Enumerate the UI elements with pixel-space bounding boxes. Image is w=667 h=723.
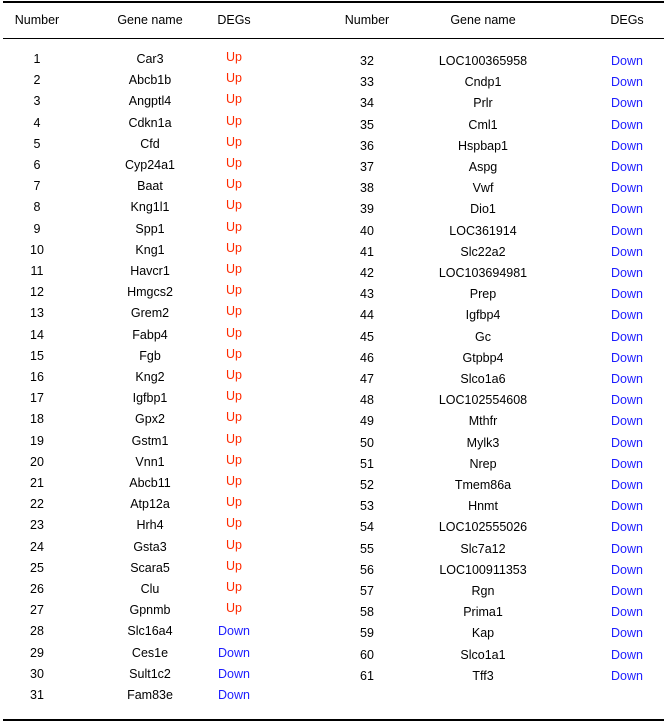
row-number: 5 — [33, 136, 41, 151]
gene-name: Kng1 — [135, 242, 165, 257]
gene-name: LOC100911353 — [439, 562, 527, 577]
table-top-rule — [3, 1, 664, 3]
gene-name: Hspbap1 — [457, 138, 509, 153]
row-number: 26 — [30, 582, 44, 596]
deg-status: Up — [226, 177, 242, 192]
deg-status: Down — [611, 329, 643, 344]
gene-name: LOC100365958 — [438, 54, 528, 68]
gene-name: Slco1a6 — [460, 372, 506, 386]
gene-name: Spp1 — [135, 221, 165, 236]
header-gene-right: Gene name — [450, 13, 516, 27]
gene-name: Fgb — [139, 348, 161, 363]
deg-status: Up — [226, 71, 242, 86]
deg-status: Down — [218, 624, 250, 639]
row-number: 39 — [360, 202, 374, 217]
row-number: 16 — [30, 370, 44, 384]
row-number: 17 — [30, 391, 44, 406]
gene-name: Rgn — [471, 584, 495, 598]
row-number: 44 — [360, 308, 374, 323]
deg-status: Up — [226, 601, 242, 616]
table-bottom-rule — [3, 719, 664, 721]
header-degs-right: DEGs — [610, 13, 644, 27]
deg-status: Down — [611, 520, 643, 535]
gene-name: LOC361914 — [449, 223, 517, 238]
row-number: 31 — [30, 688, 44, 702]
deg-status: Down — [611, 96, 643, 111]
gene-name: Slco1a1 — [460, 647, 506, 662]
deg-status: Up — [226, 325, 242, 340]
deg-status: Up — [226, 431, 242, 446]
row-number: 35 — [360, 117, 374, 132]
deg-status: Up — [226, 474, 242, 488]
row-number: 4 — [33, 115, 41, 130]
row-number: 12 — [30, 285, 44, 300]
deg-status: Up — [226, 219, 242, 234]
row-number: 46 — [360, 350, 374, 365]
deg-status: Down — [611, 626, 643, 641]
row-number: 8 — [33, 200, 41, 215]
deg-status: Down — [611, 160, 643, 174]
deg-status: Up — [226, 516, 242, 531]
gene-name: Car3 — [136, 52, 164, 66]
row-number: 52 — [360, 478, 374, 492]
row-number: 19 — [30, 433, 44, 448]
deg-status: Down — [611, 244, 643, 259]
deg-status: Down — [611, 478, 643, 492]
gene-name: Abcb11 — [129, 476, 171, 490]
gene-name: Cndp1 — [464, 75, 502, 90]
deg-status: Down — [611, 117, 643, 132]
gene-name: Hrh4 — [136, 518, 164, 533]
row-number: 27 — [30, 603, 44, 618]
gene-name: Fabp4 — [132, 327, 168, 342]
deg-status: Down — [611, 202, 643, 217]
gene-name: Clu — [140, 582, 160, 596]
gene-name: Havcr1 — [130, 264, 170, 278]
row-number: 48 — [360, 393, 374, 408]
gene-name: Fam83e — [127, 688, 173, 702]
gene-name: Nrep — [469, 456, 497, 471]
deg-status: Up — [226, 283, 242, 298]
gene-name: Gstm1 — [131, 433, 169, 448]
header-number-left: Number — [14, 13, 60, 27]
deg-status: Down — [611, 287, 643, 302]
row-number: 2 — [33, 73, 41, 88]
gene-name: Grem2 — [130, 306, 170, 321]
row-number: 6 — [33, 158, 41, 172]
gene-name: Tmem86a — [454, 478, 512, 492]
row-number: 60 — [360, 647, 374, 662]
gene-name: Igfbp1 — [132, 391, 168, 406]
row-number: 45 — [360, 329, 374, 344]
gene-name: Tff3 — [472, 668, 494, 683]
deg-status: Down — [611, 266, 643, 280]
row-number: 11 — [30, 264, 44, 278]
deg-status: Down — [218, 666, 250, 681]
row-number: 51 — [360, 456, 374, 471]
deg-status: Up — [226, 50, 242, 64]
deg-status: Down — [611, 541, 643, 556]
gene-name: Sult1c2 — [129, 666, 171, 681]
row-number: 30 — [30, 666, 44, 681]
gene-name: Vnn1 — [135, 454, 165, 469]
gene-name: Hmgcs2 — [127, 285, 173, 300]
row-number: 50 — [360, 435, 374, 450]
deg-status: Up — [226, 558, 242, 573]
gene-name: Slc16a4 — [127, 624, 173, 639]
gene-name: Cdkn1a — [128, 115, 172, 130]
row-number: 21 — [30, 476, 44, 490]
deg-status: Down — [611, 456, 643, 471]
deg-status: Down — [611, 584, 643, 598]
row-number: 47 — [360, 372, 374, 386]
deg-status: Down — [611, 668, 643, 683]
gene-name: Gc — [475, 329, 491, 344]
gene-name: Prep — [469, 287, 497, 302]
row-number: 24 — [30, 539, 44, 554]
gene-name: Kap — [471, 626, 495, 641]
row-number: 23 — [30, 518, 44, 533]
row-number: 43 — [360, 287, 374, 302]
deg-status: Down — [611, 647, 643, 662]
row-number: 57 — [360, 584, 374, 598]
header-degs-left: DEGs — [217, 13, 251, 27]
gene-name: Baat — [137, 179, 163, 194]
row-number: 20 — [30, 454, 44, 469]
deg-status: Up — [226, 240, 242, 255]
gene-name: Igfbp4 — [465, 308, 501, 323]
deg-status: Up — [226, 134, 242, 149]
gene-name: Angptl4 — [128, 94, 172, 109]
deg-status: Up — [226, 156, 242, 170]
row-number: 14 — [30, 327, 44, 342]
row-number: 28 — [30, 624, 44, 639]
gene-name: Aspg — [468, 160, 498, 174]
gene-name: LOC102554608 — [438, 393, 528, 408]
gene-name: Gtpbp4 — [462, 350, 504, 365]
deg-status: Down — [218, 645, 250, 660]
row-number: 13 — [30, 306, 44, 321]
row-number: 54 — [360, 520, 374, 535]
gene-name: Mylk3 — [466, 435, 500, 450]
deg-status: Up — [226, 452, 242, 467]
row-number: 1 — [33, 52, 41, 66]
gene-name: Dio1 — [470, 202, 496, 217]
deg-status: Up — [226, 262, 242, 276]
row-number: 59 — [360, 626, 374, 641]
gene-name: Kng1l1 — [130, 200, 170, 215]
row-number: 22 — [30, 497, 44, 512]
gene-name: Vwf — [472, 181, 494, 196]
deg-status: Down — [611, 372, 643, 386]
row-number: 36 — [360, 138, 374, 153]
deg-status: Down — [611, 414, 643, 429]
deg-status: Up — [226, 113, 242, 128]
row-number: 41 — [360, 244, 374, 259]
gene-name: Gpnmb — [129, 603, 171, 618]
deg-status: Down — [611, 435, 643, 450]
row-number: 40 — [360, 223, 374, 238]
deg-status: Up — [226, 410, 242, 425]
row-number: 9 — [33, 221, 41, 236]
deg-status: Down — [611, 54, 643, 68]
deg-status: Down — [611, 308, 643, 323]
gene-name: Ces1e — [131, 645, 169, 660]
deg-status: Up — [226, 368, 242, 382]
gene-name: Cfd — [140, 136, 160, 151]
deg-status: Down — [611, 223, 643, 238]
row-number: 33 — [360, 75, 374, 90]
deg-status: Up — [226, 389, 242, 404]
row-number: 55 — [360, 541, 374, 556]
gene-name: Cml1 — [468, 117, 498, 132]
gene-name: Cyp24a1 — [124, 158, 176, 172]
row-number: 56 — [360, 562, 374, 577]
deg-status: Down — [611, 181, 643, 196]
gene-name: Atp12a — [130, 497, 170, 512]
row-number: 10 — [30, 242, 44, 257]
gene-name: Abcb1b — [128, 73, 172, 88]
gene-name: Prima1 — [463, 605, 503, 620]
deg-status: Down — [611, 499, 643, 514]
row-number: 53 — [360, 499, 374, 514]
deg-status: Up — [226, 198, 242, 213]
gene-name: Mthfr — [468, 414, 498, 429]
row-number: 29 — [30, 645, 44, 660]
row-number: 32 — [360, 54, 374, 68]
deg-status: Up — [226, 346, 242, 361]
gene-name: Scara5 — [130, 560, 170, 575]
row-number: 34 — [360, 96, 374, 111]
header-gene-left: Gene name — [117, 13, 183, 27]
row-number: 42 — [360, 266, 374, 280]
deg-status: Down — [611, 393, 643, 408]
deg-status: Up — [226, 92, 242, 107]
gene-name: LOC102555026 — [438, 520, 528, 535]
table-header-rule — [3, 38, 664, 39]
deg-status: Down — [611, 350, 643, 365]
gene-name: LOC103694981 — [438, 266, 528, 280]
row-number: 49 — [360, 414, 374, 429]
deg-status: Down — [218, 688, 250, 702]
deg-status: Down — [611, 138, 643, 153]
row-number: 38 — [360, 181, 374, 196]
row-number: 3 — [33, 94, 41, 109]
gene-name: Kng2 — [135, 370, 165, 384]
gene-name: Slc22a2 — [460, 244, 506, 259]
gene-name: Slc7a12 — [460, 541, 506, 556]
deg-status: Down — [611, 75, 643, 90]
header-number-right: Number — [344, 13, 390, 27]
row-number: 15 — [30, 348, 44, 363]
deg-status: Up — [226, 495, 242, 510]
deg-status: Down — [611, 605, 643, 620]
row-number: 37 — [360, 160, 374, 174]
row-number: 61 — [360, 668, 374, 683]
gene-name: Gsta3 — [133, 539, 167, 554]
deg-status: Up — [226, 304, 242, 319]
deg-status: Up — [226, 537, 242, 552]
deg-status: Up — [226, 580, 242, 594]
row-number: 7 — [33, 179, 41, 194]
gene-name: Prlr — [473, 96, 493, 111]
gene-name: Gpx2 — [135, 412, 165, 427]
row-number: 25 — [30, 560, 44, 575]
deg-status: Down — [611, 562, 643, 577]
row-number: 18 — [30, 412, 44, 427]
gene-name: Hnmt — [468, 499, 498, 514]
row-number: 58 — [360, 605, 374, 620]
